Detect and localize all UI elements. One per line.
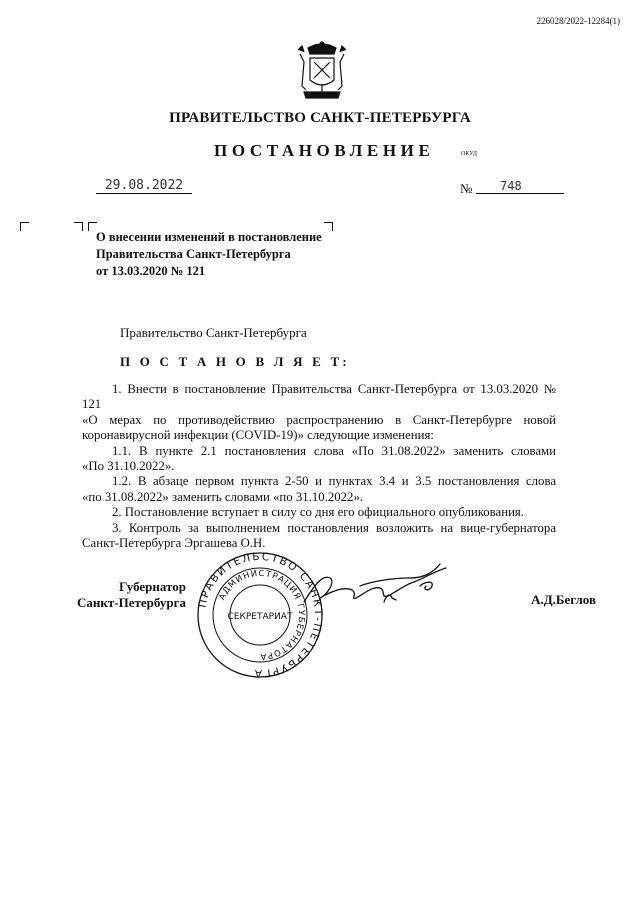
- document-date: 29.08.2022: [96, 179, 192, 194]
- document-subject: [96, 229, 341, 280]
- subject-line: О внесении изменений в постановление: [96, 230, 322, 244]
- body-line: 1. Внести в постановление Правительства Санкт-Петербурга от 13.03.2020 № 121: [82, 382, 556, 412]
- body-line: 1.1. В пункте 2.1 постановления слова «По 31.08.2022» заменить словами: [112, 443, 556, 458]
- subject-line: от 13.03.2020 № 121: [96, 264, 206, 278]
- body-line: 2. Постановление вступает в силу со дня его официального опубликования.: [112, 505, 525, 520]
- body-line: Санкт-Петербурга Эргашева О.Н.: [82, 536, 266, 551]
- subject-line: Правительства Санкт-Петербурга: [96, 247, 291, 261]
- resolution-heading: П О С Т А Н О В Л Я Е Т:: [120, 354, 350, 369]
- document-id: 226028/2022-12284(1): [536, 16, 620, 26]
- government-title: ПРАВИТЕЛЬСТВО САНКТ-ПЕТЕРБУРГА: [169, 110, 471, 126]
- document-number: 748: [476, 179, 564, 194]
- body-line: коронавирусной инфекции (COVID-19)» следующие изменения:: [82, 428, 434, 443]
- signatory-title-line: Санкт-Петербурга: [77, 595, 186, 610]
- issuer: Правительство Санкт-Петербурга: [120, 325, 307, 340]
- body-line: «по 31.08.2022» заменить словами «по 31.10.2022».: [82, 489, 364, 504]
- resolution-body: [82, 382, 556, 551]
- body-line: «По 31.10.2022».: [82, 459, 175, 474]
- okud-label: ОКУД: [461, 151, 477, 157]
- svg-text:ПРАВИТЕЛЬСТВО САНКТ-ПЕТЕРБУРГА: ПРАВИТЕЛЬСТВО САНКТ-ПЕТЕРБУРГА: [196, 552, 324, 678]
- svg-text:АДМИНИСТРАЦИЯ ГУБЕРНАТОРА: АДМИНИСТРАЦИЯ ГУБЕРНАТОРА: [217, 568, 307, 662]
- body-line: 3. Контроль за выполнением постановления возложить на вице-губернатора: [112, 520, 556, 535]
- coat-of-arms-emblem: [296, 40, 348, 102]
- svg-text:СЕКРЕТАРИАТ: СЕКРЕТАРИАТ: [227, 612, 293, 622]
- signatory-title: [60, 579, 186, 611]
- handwritten-signature: [300, 556, 450, 612]
- number-label: №: [460, 181, 473, 196]
- document-type: ПОСТАНОВЛЕНИЕ: [214, 141, 435, 160]
- corner-mark: [74, 222, 83, 231]
- body-line: 1.2. В абзаце первом пункта 2-50 и пунктах 3.4 и 3.5 постановления слова: [112, 474, 556, 489]
- signatory-title-line: Губернатор: [118, 579, 186, 594]
- body-line: «О мерах по противодействию распространению в Санкт-Петербурге новой: [82, 412, 556, 427]
- signatory-name: А.Д.Беглов: [531, 592, 596, 607]
- corner-mark: [20, 222, 29, 231]
